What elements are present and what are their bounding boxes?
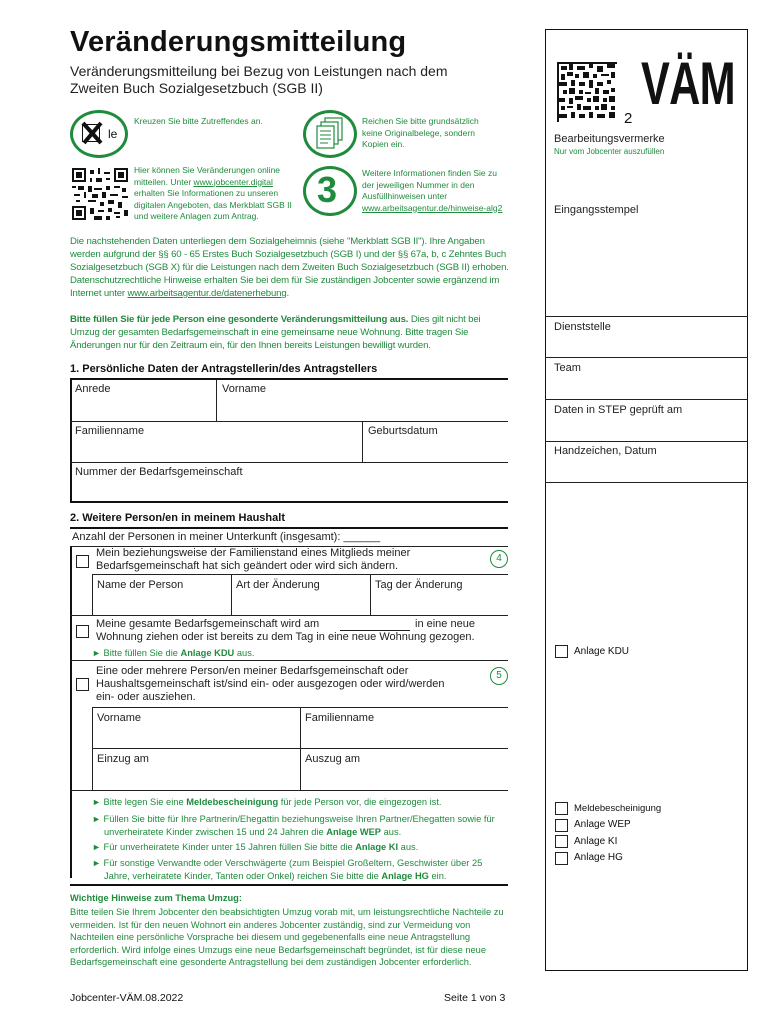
section1-heading: 1. Persönliche Daten der Antragstellerin/des Antragstellers	[70, 363, 378, 375]
anlage-hg-label: Anlage HG	[574, 852, 623, 863]
handzeichen-field[interactable]: Handzeichen, Datum	[554, 445, 657, 457]
team-field[interactable]: Team	[554, 362, 581, 374]
hint-number-5: 5	[490, 667, 508, 685]
hinweise-alg2-link[interactable]: www.arbeitsagentur.de/hinweise-alg2	[362, 202, 503, 213]
cross-icon	[80, 120, 104, 146]
familienstand-checkbox[interactable]	[76, 555, 89, 568]
umzug-bg-checkbox[interactable]	[76, 625, 89, 638]
anlage-kdu-label: Anlage KDU	[574, 646, 630, 657]
anlage-hg-checkbox[interactable]	[555, 852, 568, 865]
umzug-bg-text2: in eine neue	[415, 618, 475, 630]
meldebescheinigung-label: Meldebescheinigung	[574, 803, 662, 814]
anlage-ki-label: Anlage KI	[574, 836, 618, 847]
eingangsstempel-field[interactable]: Eingangsstempel	[554, 204, 639, 216]
hint-number-4: 4	[490, 550, 508, 568]
anlage-wep-checkbox[interactable]	[555, 819, 568, 832]
document-qr-code-icon	[557, 62, 617, 122]
hint-melde: ► Bitte legen Sie eine Meldebescheinigung für jede Person vor, die eingezogen ist.	[92, 797, 442, 807]
geburtsdatum-field[interactable]: Geburtsdatum	[368, 425, 438, 437]
form-code: VÄM	[641, 50, 735, 117]
umzug-text: Bitte teilen Sie Ihrem Jobcenter den beabsichtigten Umzug vorab mit, um leistungsrechtliche Nachteile zu vermeiden. Ist für den neuen Wohnort ein anderes Jobcenter zuständig, sind zur Vermeidung von Nachteilen eine persönliche Vorsprache bei diesem und gegebenenfalls eine neue Antragstellung erforderlich. Wird infolge eines Umzugs eine neue Bedarfsgemeinschaft begründet, ist für diese neue Bedarfsgemeinschaft eine gesonderte Antragstellung bei dem zuständigen Jobcenter erforderlich.	[70, 907, 504, 967]
umzug-heading: Wichtige Hinweise zum Thema Umzug:	[70, 893, 242, 903]
name-person-field[interactable]: Name der Person	[97, 579, 184, 591]
auszug-field[interactable]: Auszug am	[305, 753, 361, 765]
page-title: Veränderungsmitteilung	[70, 26, 407, 58]
number-three-icon: 3	[317, 169, 338, 210]
section2-heading: 2. Weitere Person/en in meinem Haushalt	[70, 512, 285, 524]
ein-auszug-text: Eine oder mehrere Person/en meiner Bedarfsgemeinschaft oder Haushaltsgemeinschaft ist/sind ein- oder ausgezogen oder wird/werden ein- oder ausziehen.	[96, 665, 445, 703]
vorname-field[interactable]: Vorname	[222, 383, 267, 395]
hint-wep: ► Füllen Sie bitte für Ihre Partnerin/Ehegattin beziehungsweise Ihren Partner/Ehegatten sowie für unverheiratete Kinder zwischen 15 und 24 Jahren die Anlage WEP aus.	[92, 814, 495, 837]
kdu-hint: ► Bitte füllen Sie die Anlage KDU aus.	[92, 648, 255, 658]
check-info-text: Kreuzen Sie bitte Zutreffendes an.	[134, 116, 263, 126]
art-aenderung-field[interactable]: Art der Änderung	[236, 579, 320, 591]
anlage-wep-label: Anlage WEP	[574, 819, 631, 830]
anlage-kdu-checkbox[interactable]	[555, 645, 568, 658]
familienstand-text: Mein beziehungsweise der Familienstand eines Mitglieds meiner Bedarfsgemeinschaft hat sich geändert oder wird sich ändern.	[96, 547, 411, 572]
zuzug-familienname-field[interactable]: Familienname	[305, 712, 375, 724]
anrede-field[interactable]: Anrede	[75, 383, 111, 395]
umzug-bg-text3: Wohnung ziehen oder ist bereits zu dem Tag in eine neue Wohnung gezogen.	[96, 631, 475, 643]
number-info-text: Weitere Informationen finden Sie zu der jeweiligen Nummer in den Ausfüllhinweisen unter www.arbeitsagentur.de/hinweise-alg2	[362, 168, 503, 213]
tag-aenderung-field[interactable]: Tag der Änderung	[375, 579, 463, 591]
datenerhebung-link[interactable]: www.arbeitsagentur.de/datenerhebung	[127, 288, 287, 299]
meldebescheinigung-checkbox[interactable]	[555, 802, 568, 815]
page-subtitle: Veränderungsmitteilung bei Bezug von Leistungen nach dem Zweiten Buch Sozialgesetzbuch (SGB II)	[70, 63, 448, 96]
dienststelle-field[interactable]: Dienststelle	[554, 321, 611, 333]
instruction-paragraph: Bitte füllen Sie für jede Person eine gesonderte Veränderungsmitteilung aus. Dies gilt nicht bei Umzug der gesamten Bedarfsgemeinschaft in eine gemeinsame neue Wohnung. Bitte tragen Sie Änderungen nur für den Zeitraum ein, für den Ihnen bereits Leistungen bewilligt wurden.	[70, 314, 481, 351]
footer-form-id: Jobcenter-VÄM.08.2022	[70, 992, 184, 1004]
icon-fragment-text: le	[108, 127, 118, 141]
anlage-ki-checkbox[interactable]	[555, 835, 568, 848]
copies-icon	[316, 116, 346, 152]
bg-nummer-field[interactable]: Nummer der Bedarfsgemeinschaft	[75, 466, 243, 478]
qr-code-icon	[72, 168, 128, 220]
zuzug-vorname-field[interactable]: Vorname	[97, 712, 142, 724]
form-code-number: 2	[624, 110, 633, 127]
nur-jobcenter-label: Nur vom Jobcenter auszufüllen	[554, 147, 665, 156]
ein-auszug-checkbox[interactable]	[76, 678, 89, 691]
anzahl-personen-field[interactable]: Anzahl der Personen in meiner Unterkunft (insgesamt): ______	[72, 531, 381, 543]
umzug-bg-text1: Meine gesamte Bedarfsgemeinschaft wird am	[96, 618, 320, 630]
privacy-paragraph: Die nachstehenden Daten unterliegen dem Sozialgeheimnis (siehe "Merkblatt SGB II"). Ihre Angaben werden aufgrund der §§ 60 - 65 Erstes Buch Sozialgesetzbuch (SGB I) und der §§ 67a, b, c Zehntes Buch Sozialgesetzbuch (SGB X) für die Leistungen nach dem Zweiten Buch Sozialgesetzbuch (SGB II) erhoben. Datenschutzrechtliche Hinweise erhalten Sie bei dem für Sie zuständigen Jobcenter sowie ergänzend im Internet unter www.arbeitsagentur.de/datenerhebung.	[70, 236, 509, 299]
familienname-field[interactable]: Familienname	[75, 425, 145, 437]
copies-info-text: Reichen Sie bitte grundsätzlich keine Originalbelege, sondern Kopien ein.	[362, 116, 479, 149]
online-info-text: Hier können Sie Veränderungen online mitteilen. Unter www.jobcenter.digital erhalten Sie Informationen zu unseren digitalen Angeboten, das Merkblatt SGB II und weitere Anlagen zum Antrag.	[134, 165, 292, 221]
bearbeitungsvermerke-label: Bearbeitungsvermerke	[554, 133, 665, 145]
jobcenter-digital-link[interactable]: www.jobcenter.digital	[193, 176, 273, 187]
footer-page-number: Seite 1 von 3	[444, 992, 506, 1004]
hint-ki: ► Für unverheiratete Kinder unter 15 Jahren füllen Sie bitte die Anlage KI aus.	[92, 842, 419, 852]
step-field[interactable]: Daten in STEP geprüft am	[554, 404, 683, 416]
hint-hg: ► Für sonstige Verwandte oder Verschwägerte (zum Beispiel Großeltern, Geschwister über 25 Jahre, verheiratete Kinder, Tanten oder Onkel) reichen Sie bitte die Anlage HG ein.	[92, 858, 483, 881]
einzug-field[interactable]: Einzug am	[97, 753, 149, 765]
